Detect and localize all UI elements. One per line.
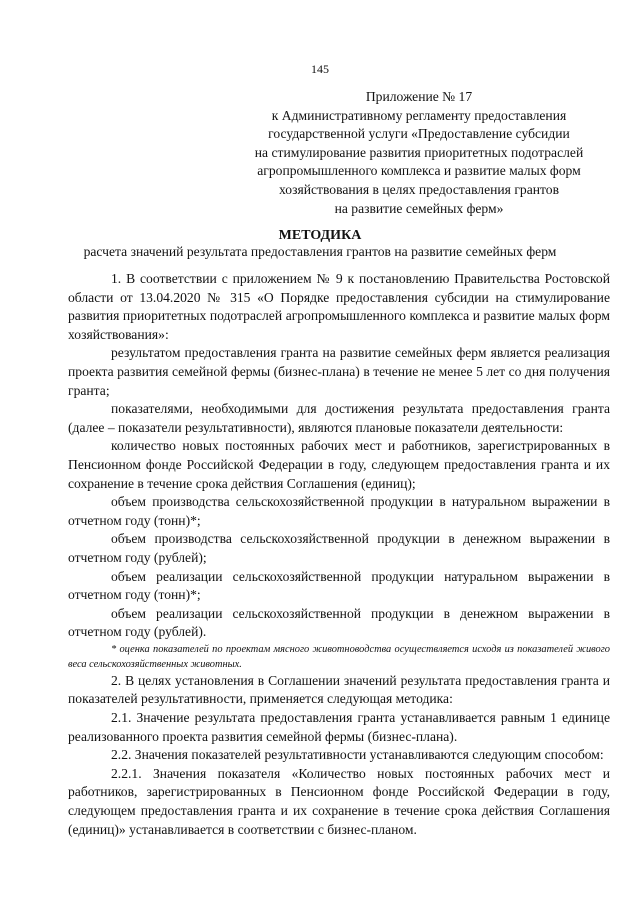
appendix-line: на стимулирование развития приоритетных подотраслей [254,144,584,160]
paragraph: количество новых постоянных рабочих мест и работников, зарегистрированных в Пенсионном фонде Российской Федерации в году, следующем предоставления гранта и их сохранение в течение срока действия Соглашения (единиц); [68,438,610,491]
appendix-line: на развитие семейных ферм» [334,200,504,216]
paragraph: показателями, необходимыми для достижения результата предоставления гранта (далее – показатели результативности), являются плановые показатели деятельности: [68,401,610,435]
paragraph: результатом предоставления гранта на развитие семейных ферм является реализация проекта развития семейной фермы (бизнес-плана) в течение не менее 5 лет со дня получения гранта; [68,345,610,398]
document-title: МЕТОДИКА [278,228,362,243]
appendix-line: Приложение № 17 [365,89,473,104]
document-subtitle: расчета значений результата предоставления грантов на развитие семейных ферм [83,244,557,259]
appendix-line: агропромышленного комплекса и развитие малых форм [257,163,581,179]
paragraph: 2.2. Значения показателей результативности устанавливаются следующим способом: [111,747,604,763]
paragraph: объем реализации сельскохозяйственной продукции в денежном выражении в отчетном году (рублей). [68,605,610,640]
paragraph: 1. В соответствии с приложением № 9 к постановлению Правительства Ростовской области от 13.04.2020 № 315 «О Порядке предоставления субсидии на стимулирование развития приоритетных подотраслей агропромышленного комплекса и развитие малых форм хозяйствования»: [68,271,610,342]
appendix-line: хозяйствования в целях предоставления грантов [279,181,559,197]
paragraph: 2.2.1. Значения показателя «Количество новых постоянных рабочих мест и работников, зарегистрированных в Пенсионном фонде Российской Федерации в году, следующем предоставления гранта и их сохранение в течение срока действия Соглашения (единиц)» устанавливается в соответствии с бизнес-планом. [68,765,610,837]
appendix-header [230,88,608,218]
paragraph: объем производства сельскохозяйственной продукции в натуральном выражении в отчетном году (тонн)*; [68,494,610,528]
paragraph: 2.1. Значение результата предоставления гранта устанавливается равным 1 единице реализованного проекта развития семейной фермы (бизнес-плана). [68,710,610,744]
paragraph: 2. В целях установления в Соглашении значений результата предоставления гранта и показателей результативности, применяется следующая методика: [68,672,610,707]
appendix-line: государственной услуги «Предоставление субсидии [268,126,570,142]
page-number: 145 [311,62,329,76]
appendix-line: к Административному регламенту предоставления [271,107,567,123]
footnote: * оценка показателей по проектам мясного животноводства осуществляется исходя из показателей живого веса сельскохозяйственных животных. [68,643,610,670]
document-body [68,270,610,839]
paragraph: объем производства сельскохозяйственной продукции в денежном выражении в отчетном году (рублей); [68,531,610,565]
paragraph: объем реализации сельскохозяйственной продукции натуральном выражении в отчетном году (тонн)*; [68,568,610,603]
